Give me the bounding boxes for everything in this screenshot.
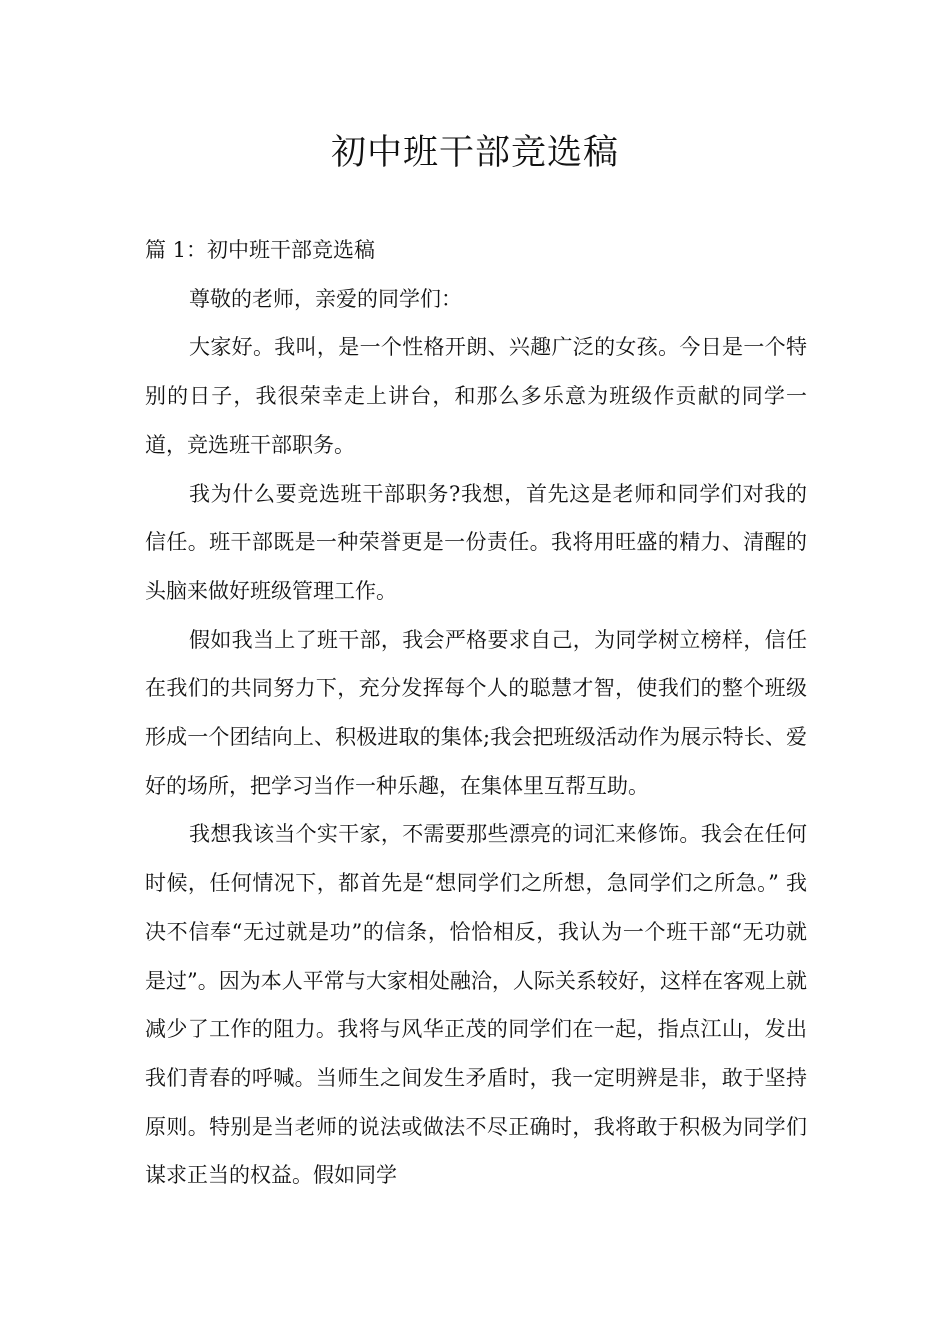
paragraph-approach: 我想我该当个实干家，不需要那些漂亮的词汇来修饰。我会在任何时候，任何情况下，都首先是“想同学们之所想，急同学们之所急。” 我决不信奉“无过就是功”的信条，恰恰相反，我认为一个班干部“无功就是过”。因为本人平常与大家相处融洽，人际关系较好，这样在客观上就减少了工作的阻力。我将与风华正茂的同学们在一起，指点江山，发出我们青春的呼喊。当师生之间发生矛盾时，我一定明辨是非，敢于坚持原则。特别是当老师的说法或做法不尽正确时，我将敢于积极为同学们谋求正当的权益。假如同学 xyxy=(145,822,807,1188)
section-heading: 篇 1：初中班干部竞选稿 xyxy=(145,238,376,262)
paragraph-reason: 我为什么要竞选班干部职务?我想，首先这是老师和同学们对我的信任。班干部既是一种荣誉更是一份责任。我将用旺盛的精力、清醒的头脑来做好班级管理工作。 xyxy=(145,481,807,603)
paragraph-commitment: 假如我当上了班干部，我会严格要求自己，为同学树立榜样，信任在我们的共同努力下，充分发挥每个人的聪慧才智，使我们的整个班级形成一个团结向上、积极进取的集体;我会把班级活动作为展示特长、爱好的场所，把学习当作一种乐趣，在集体里互帮互助。 xyxy=(145,627,807,798)
paragraph-introduction: 大家好。我叫，是一个性格开朗、兴趣广泛的女孩。今日是一个特别的日子，我很荣幸走上讲台，和那么多乐意为班级作贡献的同学一道，竞选班干部职务。 xyxy=(145,335,807,457)
paragraph-greeting: 尊敬的老师，亲爱的同学们： xyxy=(189,286,462,311)
document-title: 初中班干部竞选稿 xyxy=(330,133,619,173)
document-body xyxy=(145,226,807,1200)
